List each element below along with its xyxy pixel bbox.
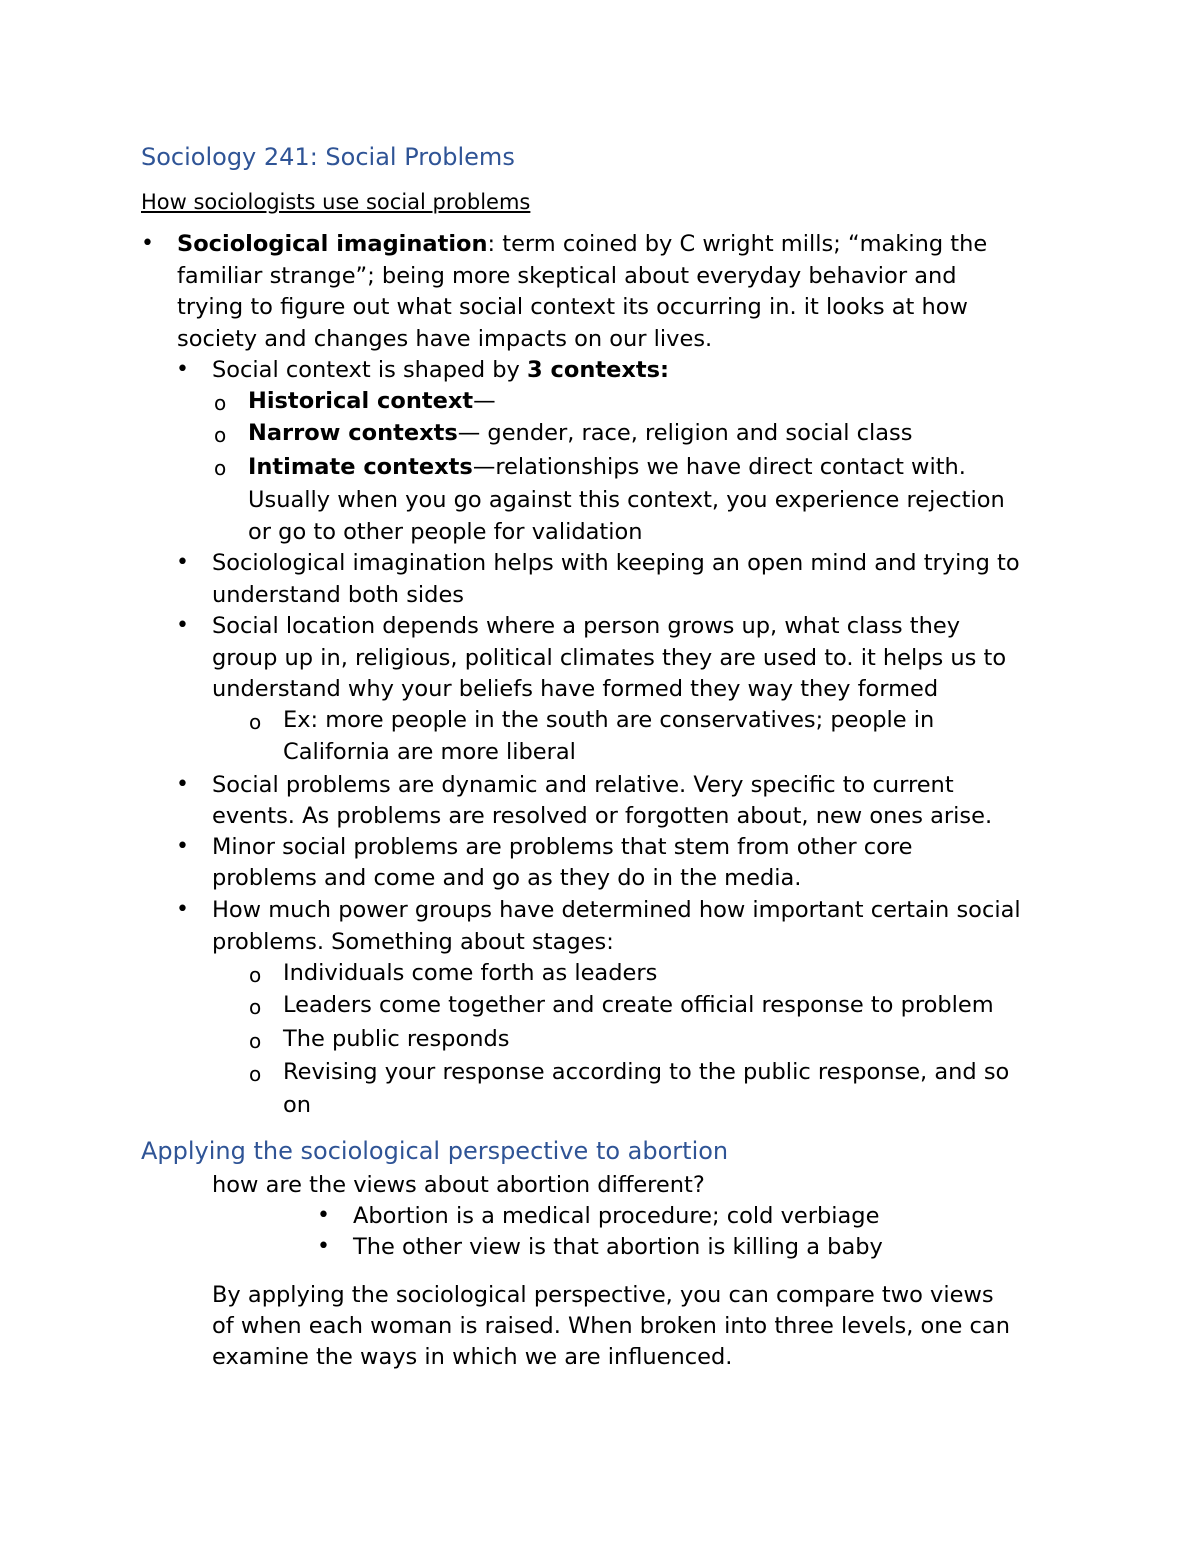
sub-bullet-marker: o (249, 963, 262, 987)
list-item-line: Ex: more people in the south are conservatives; people in (283, 707, 935, 733)
list-item-line: Social problems are dynamic and relative. Very specific to current (212, 772, 954, 798)
list-item-line: trying to figure out what social context its occurring in. it looks at how (177, 294, 968, 320)
list-item-line: The other view is that abortion is killing a baby (353, 1234, 883, 1260)
paragraph-line: examine the ways in which we are influenced. (212, 1344, 733, 1370)
item-text: Social context is shaped by (212, 357, 528, 383)
section-subheading: How sociologists use social problems (141, 190, 531, 214)
list-item-line (212, 356, 669, 384)
list-item-line: problems. Something about stages: (212, 929, 614, 955)
bullet-marker: • (141, 231, 154, 256)
list-item-line: problems and come and go as they do in the media. (212, 865, 802, 891)
list-item-line: Abortion is a medical procedure; cold verbiage (353, 1203, 880, 1229)
item-text: — gender, race, religion and social class (457, 420, 913, 446)
section-heading: Applying the sociological perspective to abortion (141, 1137, 729, 1165)
list-item-line (248, 387, 496, 415)
list-item-line: familiar strange”; being more skeptical about everyday behavior and (177, 263, 957, 289)
sub-bullet-marker: o (249, 1062, 262, 1086)
term-historical-context: Historical context (248, 388, 474, 414)
list-item-line (177, 230, 987, 258)
item-text: : term coined by C wright mills; “making the (487, 231, 988, 257)
bullet-marker: • (176, 613, 189, 638)
list-item-line (248, 419, 913, 447)
term-sociological-imagination: Sociological imagination (177, 231, 488, 257)
list-item-line: Social location depends where a person grows up, what class they (212, 613, 961, 639)
item-text: — (473, 388, 496, 414)
sub-bullet-marker: o (249, 710, 262, 734)
list-item-line: on (283, 1092, 312, 1118)
list-item-line: group up in, religious, political climates they are used to. it helps us to (212, 645, 1007, 671)
list-item-line: or go to other people for validation (248, 519, 643, 545)
list-item-line: understand why your beliefs have formed they way they formed (212, 676, 939, 702)
list-item-line: The public responds (283, 1026, 510, 1052)
list-item-line: California are more liberal (283, 739, 576, 765)
term-narrow-contexts: Narrow contexts (248, 420, 458, 446)
document-title: Sociology 241: Social Problems (141, 143, 515, 171)
bullet-marker: • (317, 1203, 330, 1228)
list-item-line: Individuals come forth as leaders (283, 960, 658, 986)
paragraph-line: of when each woman is raised. When broken into three levels, one can (212, 1313, 1010, 1339)
sub-bullet-marker: o (249, 995, 262, 1019)
item-text: —relationships we have direct contact with. (472, 454, 966, 480)
list-item-line: How much power groups have determined how important certain social (212, 897, 1021, 923)
sub-bullet-marker: o (214, 391, 227, 415)
item-bold-text: 3 contexts: (527, 357, 670, 383)
term-intimate-contexts: Intimate contexts (248, 454, 473, 480)
bullet-marker: • (176, 834, 189, 859)
list-item-line: society and changes have impacts on our lives. (177, 326, 713, 352)
list-item-line: Sociological imagination helps with keeping an open mind and trying to (212, 550, 1020, 576)
list-item-line: Revising your response according to the public response, and so (283, 1059, 1010, 1085)
paragraph-line: By applying the sociological perspective, you can compare two views (212, 1282, 994, 1308)
list-item-line: Leaders come together and create official response to problem (283, 992, 994, 1018)
list-item-line: events. As problems are resolved or forgotten about, new ones arise. (212, 803, 993, 829)
bullet-marker: • (176, 897, 189, 922)
bullet-marker: • (176, 772, 189, 797)
list-item-line: Minor social problems are problems that stem from other core (212, 834, 913, 860)
sub-bullet-marker: o (214, 423, 227, 447)
bullet-marker: • (317, 1234, 330, 1259)
section-question: how are the views about abortion different? (212, 1172, 705, 1198)
bullet-marker: • (176, 357, 189, 382)
list-item-line: understand both sides (212, 582, 465, 608)
sub-bullet-marker: o (249, 1029, 262, 1053)
list-item-line: Usually when you go against this context, you experience rejection (248, 487, 1005, 513)
list-item-line (248, 453, 966, 481)
bullet-marker: • (176, 550, 189, 575)
sub-bullet-marker: o (214, 456, 227, 480)
